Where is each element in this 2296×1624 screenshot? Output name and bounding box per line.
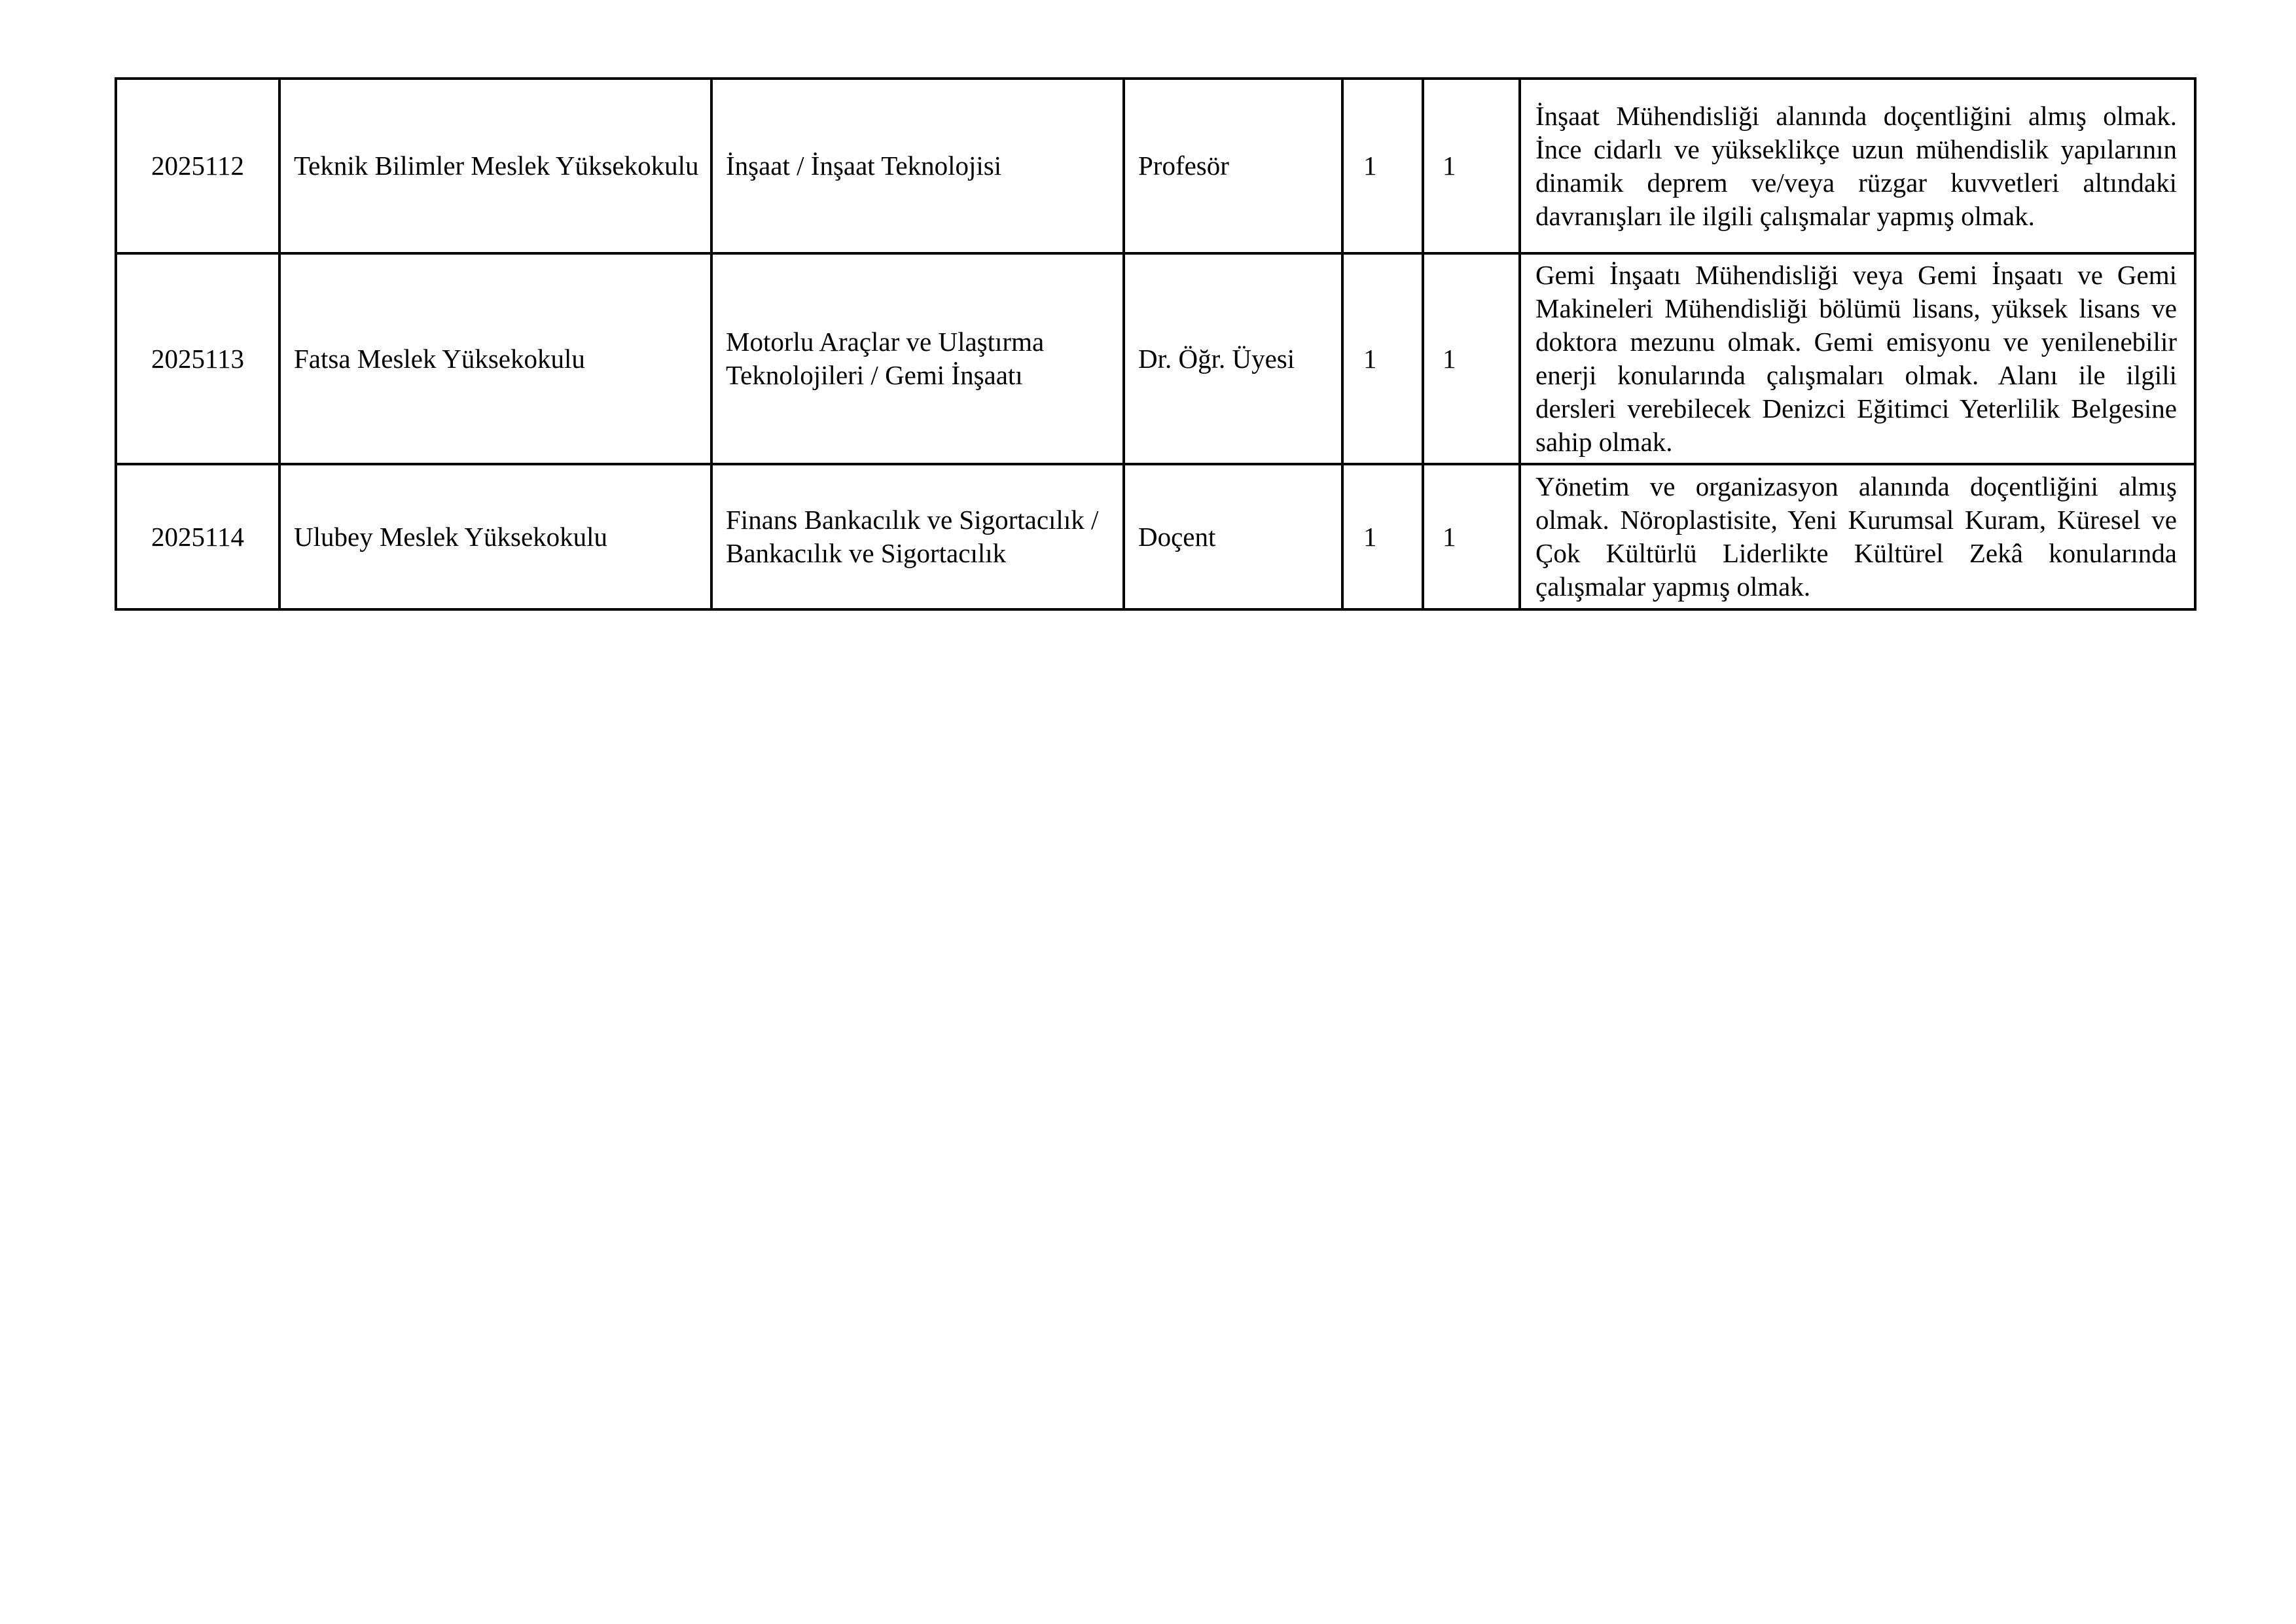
- job-postings-table: [115, 77, 2197, 611]
- department-program: İnşaat / İnşaat Teknolojisi: [711, 79, 1124, 253]
- count-value: 1: [1342, 79, 1423, 253]
- count-value: 1: [1423, 464, 1520, 609]
- department-program: Finans Bankacılık ve Sigortacılık / Bankacılık ve Sigortacılık: [711, 464, 1124, 609]
- table-row: [116, 464, 2195, 609]
- department-program: Motorlu Araçlar ve Ulaştırma Teknolojileri / Gemi İnşaatı: [711, 253, 1124, 464]
- table-row: [116, 79, 2195, 253]
- unit-name: Ulubey Meslek Yüksekokulu: [279, 464, 711, 609]
- requirements-text: Yönetim ve organizasyon alanında doçentliğini almış olmak. Nöroplastisite, Yeni Kurumsal Kuram, Küresel ve Çok Kültürlü Liderlikte Kültürel Zekâ konularında çalışmalar yapmış olmak.: [1520, 464, 2195, 609]
- posting-id: 2025112: [116, 79, 279, 253]
- unit-name: Fatsa Meslek Yüksekokulu: [279, 253, 711, 464]
- count-value: 1: [1423, 253, 1520, 464]
- count-value: 1: [1342, 464, 1423, 609]
- unit-name: Teknik Bilimler Meslek Yüksekokulu: [279, 79, 711, 253]
- academic-title: Dr. Öğr. Üyesi: [1124, 253, 1342, 464]
- requirements-text: İnşaat Mühendisliği alanında doçentliğini almış olmak. İnce cidarlı ve yükseklikçe uzun mühendislik yapılarının dinamik deprem ve/veya rüzgar kuvvetleri altındaki davranışları ile ilgili çalışmalar yapmış olmak.: [1520, 79, 2195, 253]
- posting-id: 2025114: [116, 464, 279, 609]
- requirements-text: Gemi İnşaatı Mühendisliği veya Gemi İnşaatı ve Gemi Makineleri Mühendisliği bölümü lisans, yüksek lisans ve doktora mezunu olmak. Gemi emisyonu ve yenilenebilir enerji konularında çalışmaları olmak. Alanı ile ilgili dersleri verebilecek Denizci Eğitimci Yeterlilik Belgesine sahip olmak.: [1520, 253, 2195, 464]
- count-value: 1: [1342, 253, 1423, 464]
- table-row: [116, 253, 2195, 464]
- academic-title: Profesör: [1124, 79, 1342, 253]
- posting-id: 2025113: [116, 253, 279, 464]
- academic-title: Doçent: [1124, 464, 1342, 609]
- count-value: 1: [1423, 79, 1520, 253]
